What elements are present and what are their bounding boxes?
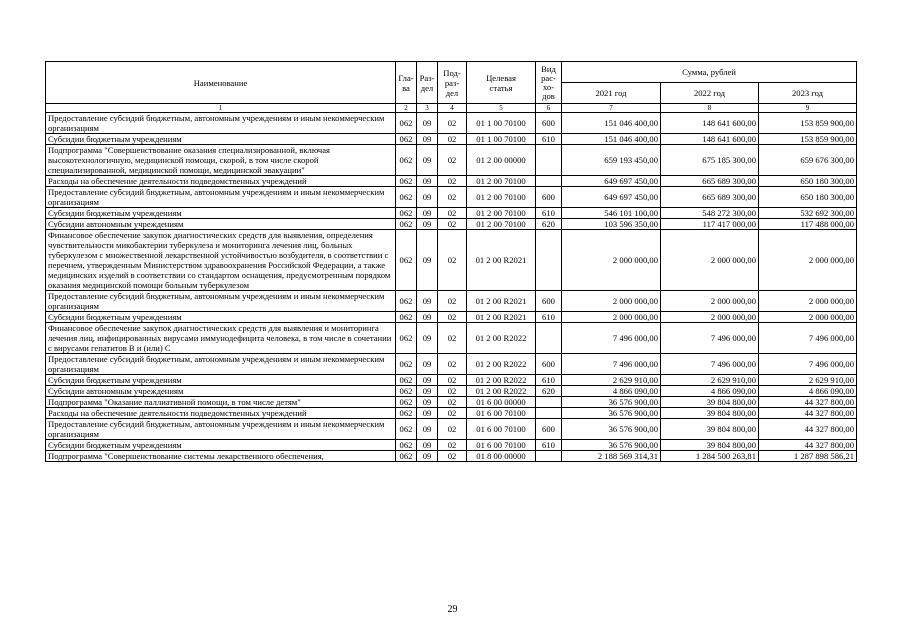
header-year-2022: 2022 год — [661, 83, 759, 104]
table-row — [46, 145, 857, 176]
row-vid-rashodov: 610 — [536, 208, 562, 219]
row-sum-2023: 44 327 800,00 — [759, 408, 857, 419]
table-row — [46, 419, 857, 440]
column-number-row — [46, 104, 857, 113]
column-number: 5 — [467, 104, 536, 113]
row-sum-2023: 532 692 300,00 — [759, 208, 857, 219]
row-glava: 062 — [396, 145, 417, 176]
row-podrazdel: 02 — [438, 312, 467, 323]
row-sum-2021: 2 188 569 314,31 — [562, 451, 661, 462]
row-sum-2021: 2 629 910,00 — [562, 375, 661, 386]
row-glava: 062 — [396, 354, 417, 375]
row-glava: 062 — [396, 397, 417, 408]
row-celevaya-statya: 01 2 00 R2022 — [467, 354, 536, 375]
row-sum-2023: 44 327 800,00 — [759, 440, 857, 451]
header-razdel: Раз- дел — [417, 62, 438, 104]
row-podrazdel: 02 — [438, 354, 467, 375]
row-celevaya-statya: 01 6 00 70100 — [467, 408, 536, 419]
row-vid-rashodov — [536, 145, 562, 176]
row-celevaya-statya: 01 2 00 R2021 — [467, 291, 536, 312]
table-row — [46, 113, 857, 134]
row-sum-2022: 148 641 600,00 — [661, 134, 759, 145]
column-number: 1 — [46, 104, 396, 113]
budget-table — [45, 61, 857, 462]
row-sum-2022: 39 804 800,00 — [661, 397, 759, 408]
row-sum-2021: 7 496 000,00 — [562, 323, 661, 354]
row-name: Субсидии бюджетным учреждениям — [46, 440, 396, 451]
row-celevaya-statya: 01 2 00 70100 — [467, 187, 536, 208]
row-sum-2023: 659 676 300,00 — [759, 145, 857, 176]
row-vid-rashodov: 600 — [536, 187, 562, 208]
row-razdel: 09 — [417, 312, 438, 323]
header-celevaya-statya: Целевая статья — [467, 62, 536, 104]
row-podrazdel: 02 — [438, 386, 467, 397]
row-sum-2022: 2 629 910,00 — [661, 375, 759, 386]
row-vid-rashodov: 610 — [536, 440, 562, 451]
row-razdel: 09 — [417, 375, 438, 386]
row-sum-2021: 546 101 100,00 — [562, 208, 661, 219]
row-name: Субсидии автономным учреждениям — [46, 219, 396, 230]
row-celevaya-statya: 01 2 00 70100 — [467, 208, 536, 219]
row-podrazdel: 02 — [438, 323, 467, 354]
row-celevaya-statya: 01 2 00 R2021 — [467, 230, 536, 291]
row-sum-2021: 103 596 350,00 — [562, 219, 661, 230]
row-podrazdel: 02 — [438, 113, 467, 134]
row-sum-2021: 2 000 000,00 — [562, 291, 661, 312]
row-sum-2023: 153 859 900,00 — [759, 134, 857, 145]
row-celevaya-statya: 01 2 00 R2022 — [467, 375, 536, 386]
row-razdel: 09 — [417, 291, 438, 312]
row-sum-2023: 7 496 000,00 — [759, 323, 857, 354]
column-number: 6 — [536, 104, 562, 113]
column-number: 8 — [661, 104, 759, 113]
row-podrazdel: 02 — [438, 291, 467, 312]
row-celevaya-statya: 01 2 00 R2022 — [467, 323, 536, 354]
table-row — [46, 134, 857, 145]
row-sum-2023: 2 000 000,00 — [759, 312, 857, 323]
row-glava: 062 — [396, 375, 417, 386]
row-podrazdel: 02 — [438, 451, 467, 462]
header-podrazdel: Под- раз- дел — [438, 62, 467, 104]
header-year-2021: 2021 год — [562, 83, 661, 104]
row-vid-rashodov: 600 — [536, 419, 562, 440]
header-year-2023: 2023 год — [759, 83, 857, 104]
row-razdel: 09 — [417, 386, 438, 397]
table-row — [46, 408, 857, 419]
row-name: Подпрограмма "Оказание паллиативной помощи, в том числе детям" — [46, 397, 396, 408]
table-row — [46, 219, 857, 230]
row-sum-2023: 44 327 800,00 — [759, 397, 857, 408]
row-razdel: 09 — [417, 113, 438, 134]
header-name: Наименование — [46, 62, 396, 104]
row-vid-rashodov — [536, 451, 562, 462]
row-celevaya-statya: 01 2 00 70100 — [467, 176, 536, 187]
row-glava: 062 — [396, 291, 417, 312]
row-celevaya-statya: 01 6 00 00000 — [467, 397, 536, 408]
row-glava: 062 — [396, 451, 417, 462]
column-number: 4 — [438, 104, 467, 113]
row-podrazdel: 02 — [438, 440, 467, 451]
table-row — [46, 440, 857, 451]
row-celevaya-statya: 01 6 00 70100 — [467, 419, 536, 440]
row-sum-2022: 117 417 000,00 — [661, 219, 759, 230]
row-sum-2023: 117 488 000,00 — [759, 219, 857, 230]
row-vid-rashodov — [536, 397, 562, 408]
row-name: Предоставление субсидий бюджетным, автономным учреждениям и иным некоммерческим организациям — [46, 354, 396, 375]
row-name: Предоставление субсидий бюджетным, автономным учреждениям и иным некоммерческим организациям — [46, 419, 396, 440]
row-sum-2021: 659 193 450,00 — [562, 145, 661, 176]
row-sum-2022: 1 284 500 263,81 — [661, 451, 759, 462]
table-row — [46, 386, 857, 397]
row-sum-2023: 650 180 300,00 — [759, 176, 857, 187]
row-name: Расходы на обеспечение деятельности подведомственных учреждений — [46, 408, 396, 419]
row-sum-2022: 4 866 090,00 — [661, 386, 759, 397]
row-glava: 062 — [396, 386, 417, 397]
table-row — [46, 208, 857, 219]
row-sum-2021: 36 576 900,00 — [562, 408, 661, 419]
row-podrazdel: 02 — [438, 397, 467, 408]
row-podrazdel: 02 — [438, 187, 467, 208]
row-razdel: 09 — [417, 176, 438, 187]
row-name: Субсидии бюджетным учреждениям — [46, 375, 396, 386]
table-body — [46, 113, 857, 462]
row-glava: 062 — [396, 187, 417, 208]
table-row — [46, 312, 857, 323]
row-name: Расходы на обеспечение деятельности подведомственных учреждений — [46, 176, 396, 187]
row-podrazdel: 02 — [438, 219, 467, 230]
row-sum-2022: 148 641 600,00 — [661, 113, 759, 134]
row-sum-2022: 548 272 300,00 — [661, 208, 759, 219]
row-podrazdel: 02 — [438, 408, 467, 419]
row-name: Предоставление субсидий бюджетным, автономным учреждениям и иным некоммерческим организациям — [46, 187, 396, 208]
row-podrazdel: 02 — [438, 419, 467, 440]
row-razdel: 09 — [417, 408, 438, 419]
row-sum-2022: 2 000 000,00 — [661, 230, 759, 291]
table-row — [46, 323, 857, 354]
row-glava: 062 — [396, 408, 417, 419]
row-sum-2021: 151 046 400,00 — [562, 134, 661, 145]
row-razdel: 09 — [417, 323, 438, 354]
row-name: Предоставление субсидий бюджетным, автономным учреждениям и иным некоммерческим организациям — [46, 291, 396, 312]
row-podrazdel: 02 — [438, 230, 467, 291]
row-vid-rashodov: 610 — [536, 134, 562, 145]
row-sum-2023: 2 000 000,00 — [759, 230, 857, 291]
row-celevaya-statya: 01 2 00 70100 — [467, 219, 536, 230]
row-name: Субсидии бюджетным учреждениям — [46, 208, 396, 219]
row-sum-2021: 649 697 450,00 — [562, 187, 661, 208]
row-sum-2022: 39 804 800,00 — [661, 408, 759, 419]
column-number: 9 — [759, 104, 857, 113]
row-glava: 062 — [396, 419, 417, 440]
row-vid-rashodov: 600 — [536, 354, 562, 375]
column-number: 3 — [417, 104, 438, 113]
row-sum-2021: 36 576 900,00 — [562, 397, 661, 408]
row-vid-rashodov: 620 — [536, 219, 562, 230]
row-vid-rashodov: 610 — [536, 375, 562, 386]
page-number: 29 — [447, 604, 458, 615]
row-sum-2021: 4 866 090,00 — [562, 386, 661, 397]
row-razdel: 09 — [417, 208, 438, 219]
row-vid-rashodov — [536, 176, 562, 187]
table-row — [46, 230, 857, 291]
row-razdel: 09 — [417, 397, 438, 408]
row-sum-2021: 36 576 900,00 — [562, 440, 661, 451]
row-sum-2023: 7 496 000,00 — [759, 354, 857, 375]
row-name: Подпрограмма "Совершенствование системы лекарственного обеспечения, — [46, 451, 396, 462]
row-razdel: 09 — [417, 230, 438, 291]
row-sum-2021: 7 496 000,00 — [562, 354, 661, 375]
table-row — [46, 397, 857, 408]
row-sum-2022: 39 804 800,00 — [661, 440, 759, 451]
row-vid-rashodov — [536, 408, 562, 419]
row-razdel: 09 — [417, 134, 438, 145]
row-sum-2022: 39 804 800,00 — [661, 419, 759, 440]
row-podrazdel: 02 — [438, 208, 467, 219]
row-vid-rashodov: 610 — [536, 312, 562, 323]
header-glava: Гла- ва — [396, 62, 417, 104]
row-sum-2022: 2 000 000,00 — [661, 291, 759, 312]
row-sum-2021: 649 697 450,00 — [562, 176, 661, 187]
row-razdel: 09 — [417, 145, 438, 176]
row-glava: 062 — [396, 134, 417, 145]
row-celevaya-statya: 01 1 00 70100 — [467, 134, 536, 145]
row-podrazdel: 02 — [438, 145, 467, 176]
row-celevaya-statya: 01 6 00 70100 — [467, 440, 536, 451]
table-row — [46, 291, 857, 312]
row-vid-rashodov — [536, 230, 562, 291]
row-vid-rashodov: 620 — [536, 386, 562, 397]
row-sum-2022: 675 185 300,00 — [661, 145, 759, 176]
row-name: Подпрограмма "Совершенствование оказания специализированной, включая высокотехнологичную, медицинской помощи, скорой, в том числе скорой специализированной, медицинской помощи, медицинской эвакуации" — [46, 145, 396, 176]
row-razdel: 09 — [417, 451, 438, 462]
row-vid-rashodov — [536, 323, 562, 354]
row-sum-2021: 2 000 000,00 — [562, 312, 661, 323]
row-sum-2022: 665 689 300,00 — [661, 176, 759, 187]
row-sum-2023: 2 629 910,00 — [759, 375, 857, 386]
header-summa: Сумма, рублей — [562, 62, 857, 83]
table-row — [46, 187, 857, 208]
row-glava: 062 — [396, 113, 417, 134]
row-vid-rashodov: 600 — [536, 291, 562, 312]
row-glava: 062 — [396, 219, 417, 230]
row-name: Финансовое обеспечение закупок диагностических средств для выявления, определения чувствительности микобактерии туберкулеза и мониторинга лечения лиц, больных туберкулезом с множественной лекарственной устойчивостью возбудителя, в соответствии с перечнем, утвержденным Министерством здравоохранения Российской Федерации, а также медицинских изделий в соответствии со стандартом оснащения, предусмотренным порядком оказания медицинской помощи больным туберкулезом — [46, 230, 396, 291]
row-celevaya-statya: 01 1 00 70100 — [467, 113, 536, 134]
header-vid-rashodov: Вид рас- хо- дов — [536, 62, 562, 104]
row-name: Субсидии бюджетным учреждениям — [46, 134, 396, 145]
column-number: 2 — [396, 104, 417, 113]
row-sum-2021: 36 576 900,00 — [562, 419, 661, 440]
table-row — [46, 176, 857, 187]
row-podrazdel: 02 — [438, 176, 467, 187]
row-name: Субсидии бюджетным учреждениям — [46, 312, 396, 323]
row-celevaya-statya: 01 2 00 R2021 — [467, 312, 536, 323]
row-razdel: 09 — [417, 419, 438, 440]
row-sum-2021: 151 046 400,00 — [562, 113, 661, 134]
row-razdel: 09 — [417, 354, 438, 375]
row-razdel: 09 — [417, 187, 438, 208]
table-row — [46, 375, 857, 386]
row-sum-2023: 4 866 090,00 — [759, 386, 857, 397]
row-sum-2022: 7 496 000,00 — [661, 323, 759, 354]
row-celevaya-statya: 01 8 00 00000 — [467, 451, 536, 462]
table-row — [46, 354, 857, 375]
row-name: Финансовое обеспечение закупок диагностических средств для выявления и мониторинга лечения лиц, инфицированных вирусами иммунодефицита человека, в том числе в сочетании с вирусами гепатитов B и (или) C — [46, 323, 396, 354]
row-glava: 062 — [396, 323, 417, 354]
row-sum-2023: 153 859 900,00 — [759, 113, 857, 134]
row-podrazdel: 02 — [438, 134, 467, 145]
row-glava: 062 — [396, 176, 417, 187]
row-celevaya-statya: 01 2 00 00000 — [467, 145, 536, 176]
table-row — [46, 451, 857, 462]
row-glava: 062 — [396, 312, 417, 323]
row-razdel: 09 — [417, 219, 438, 230]
row-sum-2022: 7 496 000,00 — [661, 354, 759, 375]
row-sum-2023: 2 000 000,00 — [759, 291, 857, 312]
row-podrazdel: 02 — [438, 375, 467, 386]
row-name: Предоставление субсидий бюджетным, автономным учреждениям и иным некоммерческим организациям — [46, 113, 396, 134]
row-name: Субсидии автономным учреждениям — [46, 386, 396, 397]
row-sum-2021: 2 000 000,00 — [562, 230, 661, 291]
row-razdel: 09 — [417, 440, 438, 451]
row-sum-2022: 665 689 300,00 — [661, 187, 759, 208]
row-sum-2023: 650 180 300,00 — [759, 187, 857, 208]
row-glava: 062 — [396, 230, 417, 291]
column-number: 7 — [562, 104, 661, 113]
row-vid-rashodov: 600 — [536, 113, 562, 134]
row-glava: 062 — [396, 440, 417, 451]
row-celevaya-statya: 01 2 00 R2022 — [467, 386, 536, 397]
row-sum-2022: 2 000 000,00 — [661, 312, 759, 323]
row-sum-2023: 44 327 800,00 — [759, 419, 857, 440]
row-glava: 062 — [396, 208, 417, 219]
row-sum-2023: 1 287 898 586,21 — [759, 451, 857, 462]
